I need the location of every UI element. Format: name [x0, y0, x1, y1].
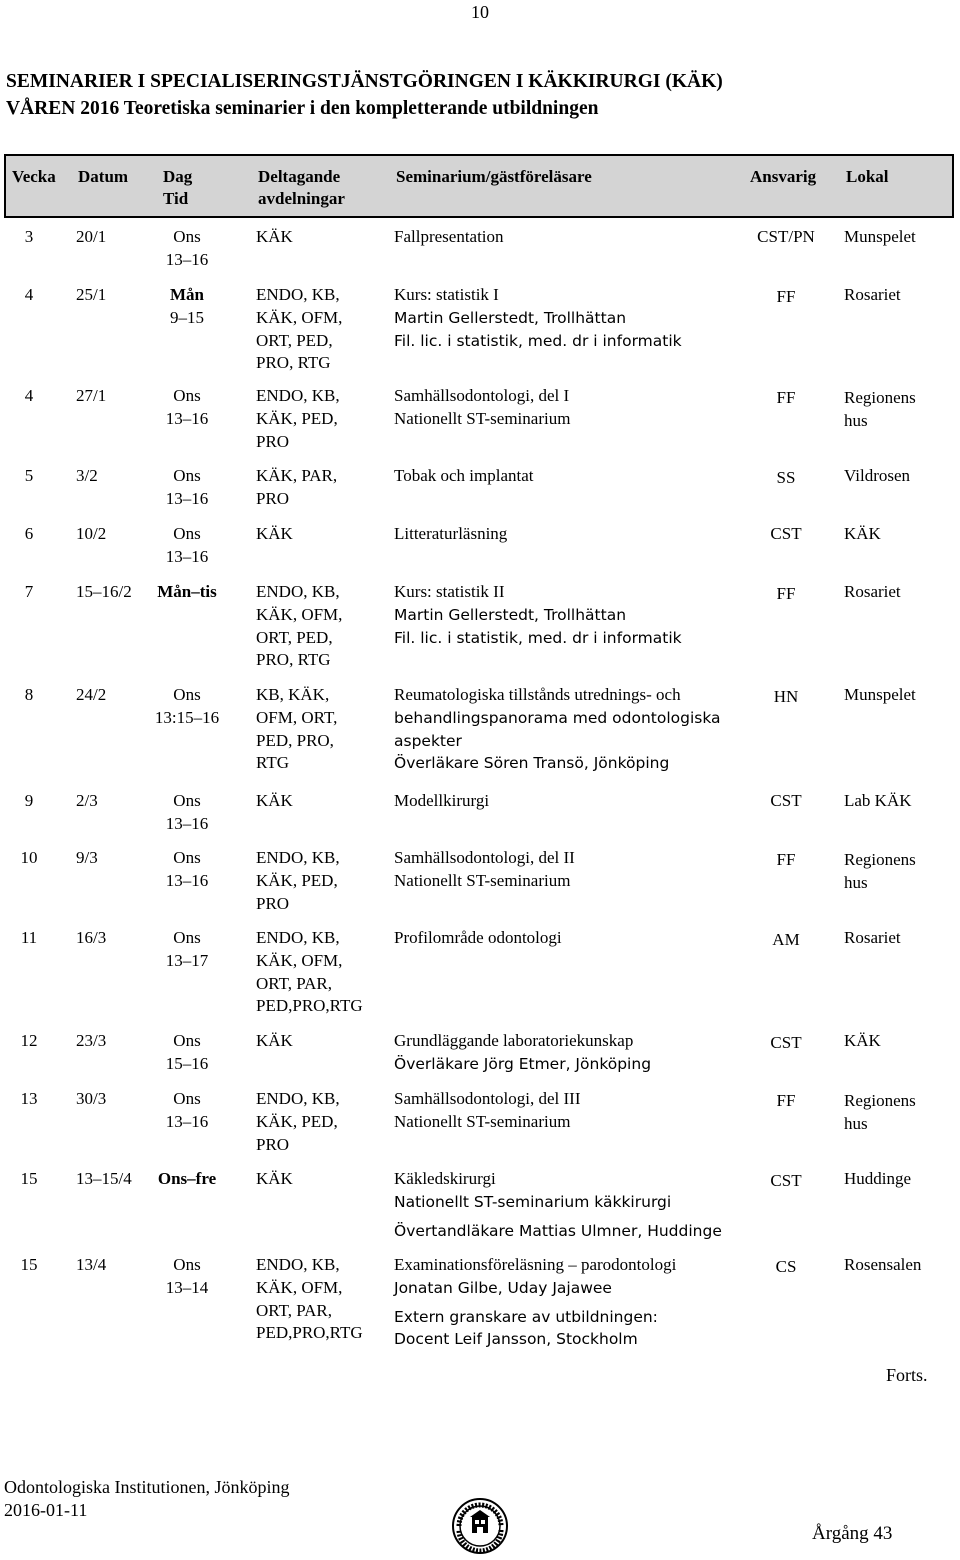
cell-dag-tid: Ons [173, 386, 201, 405]
cell-avdelningar: PRO [256, 488, 290, 508]
cell-avdelningar: PRO, RTG [256, 353, 331, 373]
cell-ansvarig: FF [776, 287, 796, 306]
cell-seminarium: Modellkirurgi [394, 791, 490, 810]
cell-dag-tid: Ons [173, 1089, 201, 1108]
cell-seminarium: Nationellt ST-seminarium [394, 870, 571, 890]
cell-avdelningar: ENDO, KB, [256, 386, 340, 405]
cell-datum: 20/1 [76, 227, 107, 246]
cell-avdelningar: KB, KÄK, [256, 685, 330, 704]
cell-vecka: 3 [24, 227, 34, 246]
cell-lokal: Vildrosen [844, 466, 911, 485]
cell-lokal: KÄK [844, 1031, 881, 1050]
cell-dag-tid: Ons [173, 928, 201, 947]
cell-avdelningar: KÄK, OFM, [256, 307, 343, 327]
cell-lokal: Munspelet [844, 685, 916, 704]
cell-dag-tid: 13–16 [165, 249, 209, 269]
cell-dag-tid: Ons [173, 524, 201, 543]
cell-vecka: 7 [24, 582, 34, 601]
cell-avdelningar: KÄK [256, 791, 293, 810]
cell-dag-tid: 13–16 [165, 813, 209, 833]
cell-dag-tid: Mån [170, 285, 204, 304]
cell-dag-tid: Mån–tis [157, 582, 217, 601]
cell-seminarium: Extern granskare av utbildningen: [394, 1307, 658, 1326]
document-title [6, 68, 723, 122]
cell-vecka: 4 [24, 285, 34, 304]
continued-note: Forts. [886, 1365, 928, 1385]
cell-dag-tid: Ons [173, 227, 201, 246]
cell-lokal: Regionens [844, 1091, 916, 1110]
header-lokal: Lokal [846, 167, 889, 186]
cell-avdelningar: ENDO, KB, [256, 1255, 340, 1274]
cell-avdelningar: PRO [256, 893, 290, 913]
cell-seminarium: Samhällsodontologi, del II [394, 848, 575, 867]
header-datum: Datum [78, 167, 129, 186]
cell-dag-tid: Ons [173, 685, 201, 704]
cell-vecka: 9 [24, 791, 34, 810]
cell-ansvarig: CS [775, 1257, 797, 1276]
cell-dag-tid: 13–17 [165, 950, 209, 970]
cell-dag-tid: 15–16 [165, 1053, 209, 1073]
cell-dag-tid: Ons [173, 1031, 201, 1050]
cell-seminarium: Examinationsföreläsning – parodontologi [394, 1255, 677, 1274]
cell-ansvarig: CST/PN [757, 227, 815, 246]
cell-seminarium: Överläkare Sören Transö, Jönköping [394, 754, 670, 773]
footer-date: 2016-01-11 [4, 1500, 88, 1520]
cell-lokal: Rosariet [844, 928, 901, 947]
cell-lokal: Regionens [844, 850, 916, 869]
cell-dag-tid: Ons [173, 466, 201, 485]
cell-datum: 27/1 [76, 386, 107, 405]
cell-ansvarig: FF [776, 1091, 796, 1110]
cell-ansvarig: CST [770, 791, 802, 810]
cell-ansvarig: CST [770, 1033, 802, 1052]
cell-dag-tid: Ons [173, 848, 201, 867]
footer-institution: Odontologiska Institutionen, Jönköping [4, 1477, 290, 1497]
cell-vecka: 12 [20, 1031, 38, 1050]
cell-seminarium: Samhällsodontologi, del I [394, 386, 570, 405]
header-tid: Tid [163, 189, 189, 208]
cell-lokal: Huddinge [844, 1169, 912, 1188]
cell-lokal: Rosensalen [844, 1255, 922, 1274]
cell-dag-tid: 13–16 [165, 546, 209, 566]
cell-avdelningar: PED,PRO,RTG [256, 1323, 363, 1343]
cell-vecka: 6 [24, 524, 34, 543]
cell-seminarium: Reumatologiska tillstånds utrednings- och [394, 685, 681, 704]
cell-avdelningar: ENDO, KB, [256, 1089, 340, 1108]
cell-datum: 25/1 [76, 285, 107, 304]
cell-seminarium: Martin Gellerstedt, Trollhättan [394, 308, 627, 327]
cell-datum: 16/3 [76, 928, 107, 947]
cell-dag-tid: 13–16 [165, 488, 209, 508]
cell-seminarium: Käkledskirurgi [394, 1169, 496, 1188]
cell-avdelningar: PRO [256, 431, 290, 451]
cell-dag-tid: 9–15 [170, 307, 204, 327]
table-header [4, 154, 954, 218]
header-deltagande [258, 166, 345, 210]
cell-seminarium: Jonatan Gilbe, Uday Jajawee [394, 1278, 612, 1297]
cell-dag-tid: 13–16 [165, 408, 209, 428]
cell-datum: 23/3 [76, 1031, 107, 1050]
cell-lokal: Rosariet [844, 285, 901, 304]
cell-dag-tid: Ons [173, 791, 201, 810]
cell-dag-tid: 13–14 [165, 1277, 209, 1297]
cell-seminarium: Överläkare Jörg Etmer, Jönköping [394, 1054, 652, 1073]
cell-avdelningar: KÄK, PED, [256, 870, 338, 890]
cell-avdelningar: ENDO, KB, [256, 928, 340, 947]
header-seminarium: Seminarium/gästföreläsare [396, 167, 592, 186]
cell-seminarium: Docent Leif Jansson, Stockholm [394, 1330, 638, 1349]
cell-avdelningar: OFM, ORT, [256, 707, 338, 727]
cell-seminarium: Fil. lic. i statistik, med. dr i informatik [394, 331, 682, 350]
cell-ansvarig: AM [772, 930, 800, 949]
cell-seminarium: Kurs: statistik II [394, 582, 505, 601]
cell-avdelningar: ENDO, KB, [256, 848, 340, 867]
cell-lokal: Lab KÄK [844, 791, 912, 810]
cell-ansvarig: FF [776, 850, 796, 869]
header-ansvarig: Ansvarig [750, 167, 817, 186]
cell-seminarium: Martin Gellerstedt, Trollhättan [394, 605, 627, 624]
cell-seminarium: Profilområde odontologi [394, 928, 562, 947]
cell-datum: 13/4 [76, 1255, 107, 1274]
cell-ansvarig: CST [770, 524, 802, 543]
cell-avdelningar: PED, PRO, [256, 730, 334, 750]
cell-lokal: Regionens [844, 388, 916, 407]
cell-avdelningar: KÄK [256, 1031, 293, 1050]
cell-dag-tid: 13:15–16 [154, 707, 220, 727]
cell-avdelningar: ORT, PED, [256, 627, 333, 647]
cell-lokal: hus [844, 1113, 868, 1133]
cell-avdelningar: ORT, PAR, [256, 973, 332, 993]
cell-datum: 3/2 [76, 466, 98, 485]
cell-datum: 30/3 [76, 1089, 107, 1108]
cell-seminarium: Övertandläkare Mattias Ulmner, Huddinge [394, 1221, 722, 1240]
cell-avdelningar: ORT, PED, [256, 330, 333, 350]
cell-vecka: 8 [24, 685, 34, 704]
cell-ansvarig: SS [776, 468, 796, 487]
cell-avdelningar: KÄK [256, 227, 293, 246]
cell-avdelningar: PRO, RTG [256, 650, 331, 670]
cell-seminarium: Litteraturläsning [394, 524, 508, 543]
cell-ansvarig: CST [770, 1171, 802, 1190]
cell-avdelningar: KÄK, OFM, [256, 1277, 343, 1297]
cell-avdelningar: KÄK, PAR, [256, 466, 338, 485]
cell-vecka: 11 [20, 928, 38, 947]
cell-lokal: KÄK [844, 524, 881, 543]
cell-lokal: Munspelet [844, 227, 916, 246]
cell-avdelningar: RTG [256, 753, 289, 773]
cell-dag-tid: 13–16 [165, 870, 209, 890]
cell-datum: 10/2 [76, 524, 107, 543]
cell-ansvarig: FF [776, 584, 796, 603]
cell-lokal: Rosariet [844, 582, 901, 601]
footer-left [4, 1476, 290, 1522]
footer-argang: Årgång 43 [812, 1523, 893, 1544]
header-dag: Dag [163, 167, 193, 186]
cell-dag-tid: Ons [173, 1255, 201, 1274]
cell-seminarium: Grundläggande laboratoriekunskap [394, 1031, 634, 1050]
cell-seminarium: Fil. lic. i statistik, med. dr i informatik [394, 628, 682, 647]
cell-seminarium: Kurs: statistik I [394, 285, 499, 304]
cell-dag-tid: 13–16 [165, 1111, 209, 1131]
page-number: 10 [471, 2, 489, 22]
cell-vecka: 15 [20, 1255, 38, 1274]
cell-datum: 9/3 [76, 848, 98, 867]
cell-datum: 13–15/4 [76, 1169, 132, 1188]
header-dag-tid [163, 166, 192, 210]
cell-avdelningar: PRO [256, 1134, 290, 1154]
cell-avdelningar: KÄK, PED, [256, 408, 338, 428]
cell-vecka: 15 [20, 1169, 38, 1188]
cell-avdelningar: ENDO, KB, [256, 582, 340, 601]
university-seal-logo [451, 1497, 509, 1555]
cell-avdelningar: KÄK [256, 524, 293, 543]
cell-seminarium: Nationellt ST-seminarium [394, 408, 571, 428]
cell-datum: 24/2 [76, 685, 107, 704]
cell-avdelningar: PED,PRO,RTG [256, 996, 363, 1016]
cell-ansvarig: FF [776, 388, 796, 407]
cell-avdelningar: KÄK, PED, [256, 1111, 338, 1131]
cell-vecka: 5 [24, 466, 34, 485]
cell-avdelningar: KÄK, OFM, [256, 604, 343, 624]
cell-vecka: 4 [24, 386, 34, 405]
cell-avdelningar: KÄK [256, 1169, 293, 1188]
cell-avdelningar: KÄK, OFM, [256, 950, 343, 970]
cell-lokal: hus [844, 872, 868, 892]
cell-datum: 2/3 [76, 791, 98, 810]
header-deltagande-line1: Deltagande [258, 167, 341, 186]
cell-vecka: 13 [20, 1089, 38, 1108]
cell-dag-tid: Ons–fre [157, 1169, 217, 1188]
cell-vecka: 10 [20, 848, 38, 867]
cell-seminarium: Nationellt ST-seminarium käkkirurgi [394, 1192, 672, 1211]
cell-ansvarig: HN [773, 687, 799, 706]
header-vecka: Vecka [12, 167, 56, 186]
cell-seminarium: Nationellt ST-seminarium [394, 1111, 571, 1131]
cell-avdelningar: ORT, PAR, [256, 1300, 332, 1320]
cell-lokal: hus [844, 410, 868, 430]
cell-seminarium: Tobak och implantat [394, 466, 534, 485]
title-line-1: SEMINARIER I SPECIALISERINGSTJÄNSTGÖRINGEN I KÄKKIRURGI (KÄK) [6, 71, 723, 92]
cell-avdelningar: ENDO, KB, [256, 285, 340, 304]
cell-seminarium: Samhällsodontologi, del III [394, 1089, 581, 1108]
cell-seminarium: behandlingspanorama med odontologiska [394, 708, 721, 727]
header-deltagande-line2: avdelningar [258, 189, 345, 208]
cell-seminarium: aspekter [394, 731, 462, 750]
title-line-2: VÅREN 2016 Teoretiska seminarier i den kompletterande utbildningen [6, 98, 599, 119]
cell-datum: 15–16/2 [76, 582, 132, 601]
cell-seminarium: Fallpresentation [394, 227, 504, 246]
